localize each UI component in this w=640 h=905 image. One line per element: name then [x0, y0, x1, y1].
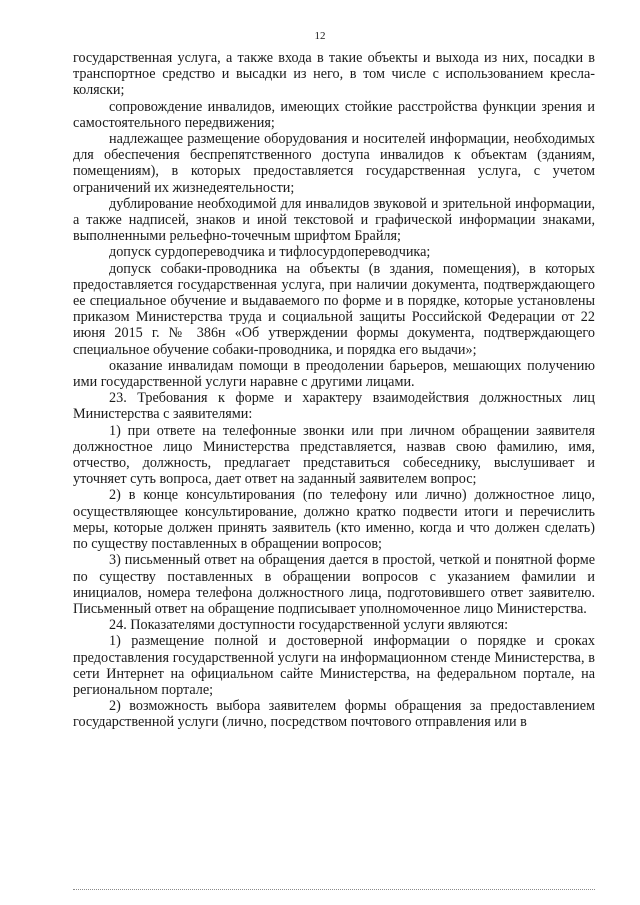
section-heading-paragraph: 24. Показателями доступности государственной услуги являются: [109, 617, 509, 634]
paragraph: государственная услуга, а также входа в такие объекты и выхода из них, посадки в транспортное средство и высадки из него, в том числе с использованием кресла-коляски; [73, 50, 595, 99]
paragraph: сопровождение инвалидов, имеющих стойкие расстройства функции зрения и самостоятельного передвижения; [73, 98, 595, 131]
document-body [73, 50, 595, 731]
paragraph: допуск сурдопереводчика и тифлосурдопереводчика; [109, 244, 431, 261]
paragraph: 2) в конце консультирования (по телефону или лично) должностное лицо, осуществляющее консультирование, должно кратко подвести итоги и перечислить меры, которые должен принять заявитель (кто именно, когда и что должен сделать) по существу поставленных в обращении вопросов; [73, 487, 595, 553]
paragraph: оказание инвалидам помощи в преодолении барьеров, мешающих получению ими государственной услуги наравне с другими лицами. [73, 357, 595, 391]
paragraph: дублирование необходимой для инвалидов звуковой и зрительной информации, а также надписей, знаков и иной текстовой и графической информации знаками, выполненными рельефно-точечным шрифтом Брайля; [73, 195, 595, 245]
page-bottom-rule [73, 889, 595, 890]
paragraph: 2) возможность выбора заявителем формы обращения за предоставлением государственной услуги (лично, посредством почтового отправления или в [73, 698, 595, 731]
page-number: 12 [314, 30, 326, 42]
paragraph: допуск собаки-проводника на объекты (в здания, помещения), в которых предоставляется государственная услуга, при наличии документа, подтверждающего ее специальное обучение и выдаваемого по форме и в порядке, которые установлены приказом Министерства труда и социальной защиты Российской Федерации от 22 июня 2015 г. № 386н «Об утверждении формы документа, подтверждающего специальное обучение собаки-проводника, и порядка его выдачи»; [73, 260, 595, 358]
paragraph: 1) при ответе на телефонные звонки или при личном обращении заявителя должностное лицо Министерства представляется, назвав свою фамилию, имя, отчество, должность, предлагает представиться собеседнику, выслушивает и уточняет суть вопроса, дает ответ на заданный заявителем вопрос; [73, 422, 595, 488]
section-heading-paragraph: 23. Требования к форме и характеру взаимодействия должностных лиц Министерства с заявителями: [73, 390, 595, 423]
paragraph: 3) письменный ответ на обращения дается в простой, четкой и понятной форме по существу поставленных в обращении вопросов с указанием фамилии и инициалов, номера телефона должностного лица, подготовившего ответ заявителю. Письменный ответ на обращение подписывает уполномоченное лицо Министерства. [73, 552, 595, 617]
paragraph: 1) размещение полной и достоверной информации о порядке и сроках предоставления государственной услуги на информационном стенде Министерства, в сети Интернет на официальном сайте Министерства, на федеральном портале, на региональном портале; [73, 633, 595, 698]
paragraph: надлежащее размещение оборудования и носителей информации, необходимых для обеспечения беспрепятственного доступа инвалидов к объектам (зданиям, помещениям), в которых предоставляется государственная услуга, с учетом ограничений их жизнедеятельности; [73, 131, 595, 196]
